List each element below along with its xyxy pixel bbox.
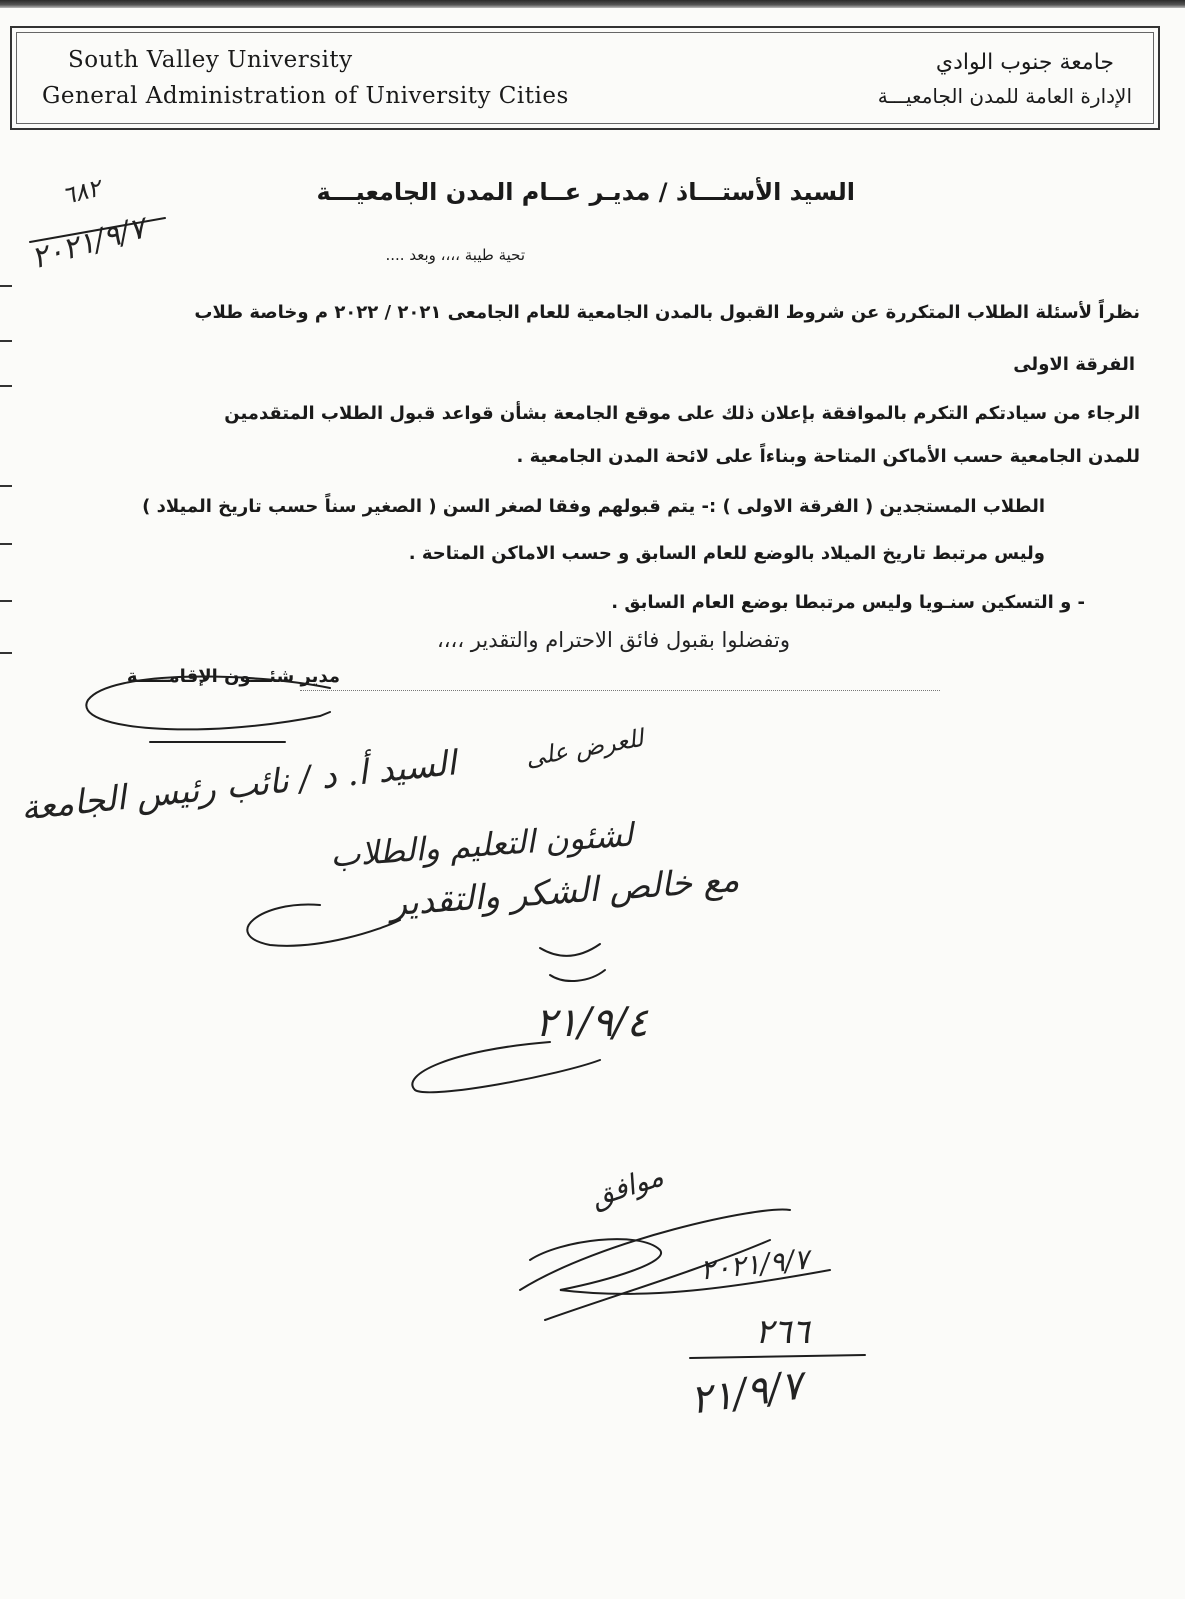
- paragraph-3-line-2: وليس مرتبط تاريخ الميلاد بالوضع للعام السابق و حسب الاماكن المتاحة .: [408, 543, 1045, 564]
- referral-line-1: للعرض على: [523, 723, 646, 773]
- greeting: تحية طيبة ،،،، وبعد ....: [385, 246, 525, 264]
- paragraph-1-line-1: نظراً لأسئلة الطلاب المتكررة عن شروط القبول بالمدن الجامعية للعام الجامعى ٢٠٢١ / ٢٠٢٢ م وخاصة طلاب: [194, 302, 1140, 323]
- outgoing-date: ٢١/٩/٧: [687, 1362, 806, 1424]
- university-name-en: South Valley University: [68, 47, 353, 73]
- paragraph-1-line-2: الفرقة الاولى: [1013, 354, 1135, 375]
- letter-title: السيد الأستـــاذ / مديـر عــام المدن الجامعيـــة: [316, 178, 855, 206]
- signature-swirl: [86, 677, 330, 730]
- approval-signature-1: [520, 1210, 790, 1290]
- incoming-number: ٦٨٢: [59, 173, 104, 211]
- paragraph-4: - و التسكين سنـويا وليس مرتبطا بوضع العام السابق .: [611, 592, 1085, 613]
- university-name-ar: جامعة جنوب الوادي: [935, 50, 1114, 75]
- outgoing-number: ٢٦٦: [755, 1312, 810, 1352]
- referral-line-2: السيد أ. د / نائب رئيس الجامعة: [19, 743, 458, 829]
- paragraph-2-line-1: الرجاء من سيادتكم التكرم بالموافقة بإعلان ذلك على موقع الجامعة بشأن قواعد قبول الطلاب المتقدمين: [224, 403, 1140, 424]
- incoming-date: ٢٠٢١/٩/٧: [27, 210, 150, 277]
- approval-date: ٢٠٢١/٩/٧: [698, 1242, 811, 1287]
- approval-note: موافق: [586, 1159, 668, 1214]
- date-underline-top: [30, 218, 165, 242]
- approval-signature-3: [545, 1240, 770, 1320]
- referral-swirl: [247, 905, 400, 946]
- administration-name-en: General Administration of University Cities: [42, 83, 569, 109]
- number-underline: [690, 1355, 865, 1358]
- referral-date: ٢١/٩/٤: [535, 1000, 648, 1046]
- administration-name-ar: الإدارة العامة للمدن الجامعيـــة: [877, 84, 1132, 108]
- referral-line-3: لشئون التعليم والطلاب: [329, 815, 635, 875]
- closing-line: وتفضلوا بقبول فائق الاحترام والتقدير ،،،،: [437, 628, 790, 652]
- paragraph-3-line-1: الطلاب المستجدين ( الفرقة الاولى ) :- يتم قبولهم وفقا لصغر السن ( الصغير سناً حسب تاريخ الميلاد ): [142, 496, 1045, 517]
- referral-underline-swirl: [412, 1042, 600, 1092]
- approval-signature-2: [530, 1239, 830, 1294]
- signatory-title: مدير شئـــون الإقامـــــة: [126, 666, 340, 687]
- referral-line-4: مع خالص الشكر والتقدير: [389, 859, 741, 925]
- scribble-initials: [540, 944, 605, 981]
- paragraph-2-line-2: للمدن الجامعية حسب الأماكن المتاحة وبناءاً على لائحة المدن الجامعية .: [516, 446, 1140, 467]
